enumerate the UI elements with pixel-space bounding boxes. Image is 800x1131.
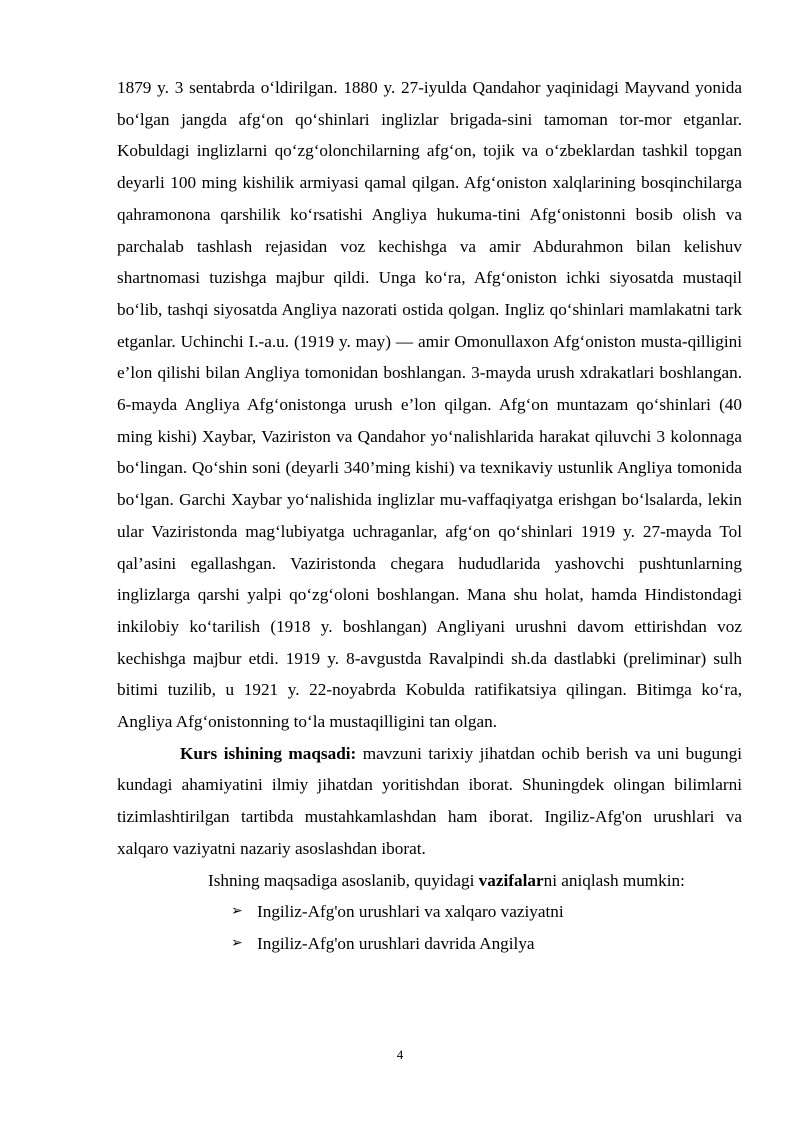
tasks-intro-bold: vazifalar: [478, 870, 544, 890]
tasks-intro-before: Ishning maqsadiga asoslanib, quyidagi: [208, 870, 479, 890]
text-block: [117, 72, 742, 960]
goal-paragraph: [117, 738, 742, 865]
arrow-bullet-icon: ➢: [231, 934, 243, 951]
tasks-intro-after: ni aniqlash mumkin:: [543, 870, 685, 890]
list-item-text: Ingiliz-Afg'on urushlari davrida Angilya: [257, 933, 535, 953]
task-list: [117, 896, 742, 959]
intro-paragraph: 1879 y. 3 sentabrda oʻldirilgan. 1880 y. 27-iyulda Qandahor yaqinidagi Mayvand yonida boʻlgan jangda afgʻon qoʻshinlari inglizlar brigada-sini tamoman tor-mor etganlar. Kobuldagi inglizlarni qoʻzgʻolonchilarning afgʻon, tojik va oʻzbeklardan tashkil topgan deyarli 100 ming kishilik armiyasi qamal qilgan. Afgʻoniston xalqlarining bosqinchilarga qahramonona qarshilik koʻrsatishi Angliya hukuma-tini Afgʻonistonni bosib olish va parchalab tashlash rejasidan voz kechishga va amir Abdurahmon bilan kelishuv shartnomasi tuzishga majbur qildi. Unga koʻra, Afgʻoniston ichki siyosatda mustaqil boʻlib, tashqi siyosatda Angliya nazorati ostida qolgan. Ingliz qoʻshinlari mamlakatni tark etganlar. Uchinchi I.-a.u. (1919 y. may) — amir Omonullaxon Afgʻoniston musta-qilligini e’lon qilishi bilan Angliya tomonidan boshlangan. 3-mayda urush xdrakatlari boshlangan. 6-mayda Angliya Afgʻonistonga urush e’lon qilgan. Afgʻon muntazam qoʻshinlari (40 ming kishi) Xaybar, Vaziriston va Qandahor yoʻnalishlarida harakat qiluvchi 3 kolonnaga boʻlingan. Qoʻshin soni (deyarli 340’ming kishi) va texnikaviy ustunlik Angliya tomonida boʻlgan. Garchi Xaybar yoʻnalishida inglizlar mu-vaffaqiyatga erishgan boʻlsalarda, lekin ular Vaziristonda magʻlubiyatga uchraganlar, afgʻon qoʻshinlari 1919 y. 27-mayda Tol qal’asini egallashgan. Vaziristonda chegara hududlarida yashovchi pushtunlarning inglizlarga qarshi yalpi qoʻzgʻoloni boshlangan. Mana shu holat, hamda Hindistondagi inkilobiy koʻtarilish (1918 y. boshlangan) Angliyani urushni davom ettirishdan voz kechishga majbur etdi. 1919 y. 8-avgustda Ravalpindi sh.da dastlabki (preliminar) sulh bitimi tuzilib, u 1921 y. 22-noyabrda Kobulda ratifikatsiya qilingan. Bitimga koʻra, Angliya Afgʻonistonning toʻla mustaqilligini tan olgan.: [117, 78, 742, 732]
list-item-text: Ingiliz-Afg'on urushlari va xalqaro vaziyatni: [257, 902, 564, 922]
list-item: [231, 928, 742, 960]
page-number: 4: [396, 1047, 404, 1062]
goal-label: Kurs ishining maqsadi:: [180, 743, 357, 763]
goal-text: mavzuni tarixiy jihatdan ochib berish va uni bugungi kundagi ahamiyatini ilmiy jihatdan yoritishdan iborat. Shuningdek olingan bilimlarni tizimlashtirilgan tartibda mustahkamlashdan ham iborat. Ingiliz-Afg'on urushlari va xalqaro vaziyatni nazariy asoslashdan iborat.: [117, 743, 742, 858]
tasks-intro: [117, 865, 742, 897]
list-item: [231, 896, 742, 928]
arrow-bullet-icon: ➢: [231, 903, 243, 920]
